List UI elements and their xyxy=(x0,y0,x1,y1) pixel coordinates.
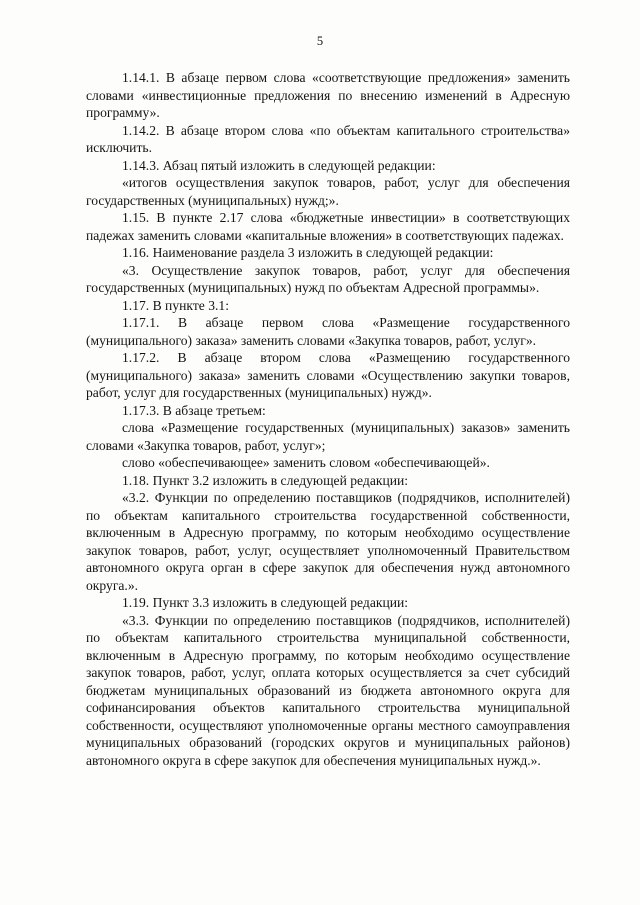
paragraph-1-17-2: 1.17.2. В абзаце втором слова «Размещению государственного (муниципального) заказа» заменить словами «Осуществлению закупки товаров, работ, услуг для государственных (муниципальных) нужд». xyxy=(86,350,570,400)
paragraph-1-18: 1.18. Пункт 3.2 изложить в следующей редакции: xyxy=(122,472,409,488)
paragraph-quote-section-3: «3. Осуществление закупок товаров, работ, услуг для обеспечения государственных (муниципальных) нужд по объектам Адресной программы». xyxy=(86,262,570,295)
paragraph-1-19: 1.19. Пункт 3.3 изложить в следующей редакции: xyxy=(122,595,409,610)
paragraph-1-17-1: 1.17.1. В абзаце первом слова «Размещение государственного (муниципального) заказа» заменить словами «Закупка товаров, работ, услуг». xyxy=(86,315,570,348)
paragraph-1-14-3: 1.14.3. Абзац пятый изложить в следующей редакции: xyxy=(122,157,436,173)
paragraph-quote-itogov: «итогов осуществления закупок товаров, работ, услуг для обеспечения государственных (муниципальных) нужд;». xyxy=(86,175,570,208)
paragraph-1-16: 1.16. Наименование раздела 3 изложить в следующей редакции: xyxy=(122,245,494,260)
document-body xyxy=(86,69,570,769)
paragraph-1-14-2: 1.14.2. В абзаце втором слова «по объектам капитального строительства» исключить. xyxy=(86,122,570,155)
paragraph-1-14-1: 1.14.1. В абзаце первом слова «соответствующие предложения» заменить словами «инвестиционные предложения по внесению изменений в Адресную программу». xyxy=(86,70,570,120)
paragraph-1-17-3: 1.17.3. В абзаце третьем: xyxy=(122,402,266,418)
paragraph-slova: слова «Размещение государственных (муниципальных) заказов» заменить словами «Закупка товаров, работ, услуг»; xyxy=(86,420,570,453)
paragraph-1-15: 1.15. В пункте 2.17 слова «бюджетные инвестиции» в соответствующих падежах заменить словами «капитальные вложения» в соответствующих падежах. xyxy=(86,210,570,243)
page-number: 5 xyxy=(316,34,324,48)
paragraph-slovo: слово «обеспечивающее» заменить словом «обеспечивающей». xyxy=(122,455,490,470)
paragraph-1-17: 1.17. В пункте 3.1: xyxy=(122,297,229,313)
paragraph-quote-3-2: «3.2. Функции по определению поставщиков (подрядчиков, исполнителей) по объектам капитального строительства государственной собственности, включенным в Адресную программу, по которым необходимо осуществление закупок товаров, работ, услуг, осуществляет уполномоченный Правительством автономного округа орган в сфере закупок для обеспечения нужд автономного округа.». xyxy=(86,490,570,593)
paragraph-quote-3-3: «3.3. Функции по определению поставщиков (подрядчиков, исполнителей) по объектам капитального строительства муниципальной собственности, включенным в Адресную программу, по которым необходимо осуществление закупок товаров, работ, услуг, оплата которых осуществляется за счет субсидий бюджетам муниципальных образований из бюджета автономного округа для софинансирования объектов капитального строительства муниципальной собственности, осуществляют уполномоченные органы местного самоуправления муниципальных образований (городских округов и муниципальных районов) автономного округа в сфере закупок для обеспечения муниципальных нужд.». xyxy=(86,612,570,768)
